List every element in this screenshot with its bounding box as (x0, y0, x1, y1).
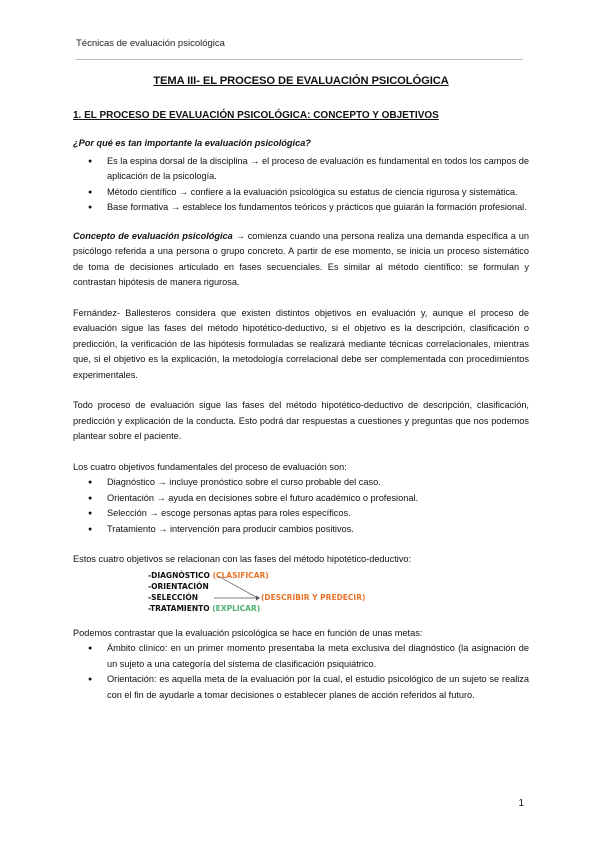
objectives-intro: Los cuatro objetivos fundamentales del proceso de evaluación son: (73, 461, 347, 472)
diagram-orientacion: -ORIENTACIÓN (148, 581, 209, 591)
list-item: ● Orientación: es aquella meta de la evaluación por la cual, el estudio psicológico de un sujeto se realiza con el fin de ayudarle a tomar decisiones o establecer planes de acción referidos al futuro. (107, 672, 529, 703)
question-heading: ¿Por qué es tan importante la evaluación psicológica? (73, 138, 311, 148)
list-item: ● Método científico → confiere a la evaluación psicológica su estatus de ciencia rigurosa y sistemática. (107, 185, 529, 201)
diagram-tratamiento: -TRATAMIENTO (148, 603, 210, 613)
diagram-explicar: (EXPLICAR) (212, 603, 261, 613)
concept-paragraph (73, 229, 529, 291)
list-item: ● Selección → escoge personas aptas para roles específicos. (107, 506, 529, 522)
list-item: ● Orientación → ayuda en decisiones sobre el futuro académico o profesional. (107, 491, 529, 507)
arrow-head-icon (256, 595, 260, 600)
section-heading: 1. EL PROCESO DE EVALUACIÓN PSICOLÓGICA: CONCEPTO Y OBJETIVOS (73, 109, 439, 121)
page-content (73, 74, 529, 703)
objectives-list (73, 475, 529, 537)
list-item: ● Diagnóstico → incluye pronóstico sobre el curso probable del caso. (107, 475, 529, 491)
diagram-seleccion: -SELECCIÓN (148, 592, 198, 602)
page-number: 1 (518, 798, 524, 809)
concept-text: → comienza cuando una persona realiza una demanda específica a un psicólogo referida a una persona o grupo concreto. A partir de ese momento, se inicia un proceso sistemático de toma de decisiones articulado en fases secuenciales. Es similar al método científico: se formulan y contrastan hipótesis de manera rigurosa. (73, 230, 529, 287)
diagram-describir-predecir: (DESCRIBIR Y PREDECIR) (261, 592, 366, 602)
header-rule (76, 59, 523, 60)
fernandez-paragraph: Fernández- Ballesteros considera que existen distintos objetivos en evaluación y, aunque el proceso de evaluación sigue las fases del método hipotético-deductivo, si el objetivo es la descripción, clasificación o predicción, la verificación de las hipótesis formuladas se realizará mediante técnicas correlacionales, mientras que, si el objetivo es la explicación, la metodología correlacional debe ser complementada con procedimientos experimentales. (73, 307, 529, 380)
arrow-orientacion-line (218, 576, 256, 597)
diagram-arrows (148, 570, 268, 618)
goals-list (73, 641, 529, 703)
list-item: ● Base formativa → establece los fundamentos teóricos y prácticos que guiarán la formación profesional. (107, 200, 529, 216)
process-paragraph: Todo proceso de evaluación sigue las fases del método hipotético-deductivo de descripción, clasificación, predicción y explicación de la conducta. Esto podrá dar respuestas a cuestiones y preguntas que nos podemos plantear sobre el paciente. (73, 400, 529, 441)
list-item: ● Es la espina dorsal de la disciplina → el proceso de evaluación es fundamental en todos los campos de aplicación de la psicología. (107, 154, 529, 185)
diagram-clasificar: (CLASIFICAR) (212, 570, 269, 580)
importance-list (73, 154, 529, 216)
page-title: TEMA III- EL PROCESO DE EVALUACIÓN PSICOLÓGICA (153, 75, 449, 87)
list-item: ● Tratamiento → intervención para producir cambios positivos. (107, 522, 529, 538)
relation-intro: Estos cuatro objetivos se relacionan con las fases del método hipotético-deductivo: (73, 554, 412, 564)
concept-lead: Concepto de evaluación psicológica (73, 230, 233, 241)
objectives-phases-diagram (148, 570, 529, 618)
running-header: Técnicas de evaluación psicológica (76, 38, 225, 49)
goals-intro: Podemos contrastar que la evaluación psicológica se hace en función de unas metas: (73, 627, 423, 638)
list-item: ● Ámbito clínico: en un primer momento presentaba la meta exclusiva del diagnóstico (la asignación de un sujeto a una categoría del sistema de clasificación psiquiátrico. (107, 641, 529, 672)
diagram-diagnostico: -DIAGNÓSTICO (148, 570, 210, 580)
